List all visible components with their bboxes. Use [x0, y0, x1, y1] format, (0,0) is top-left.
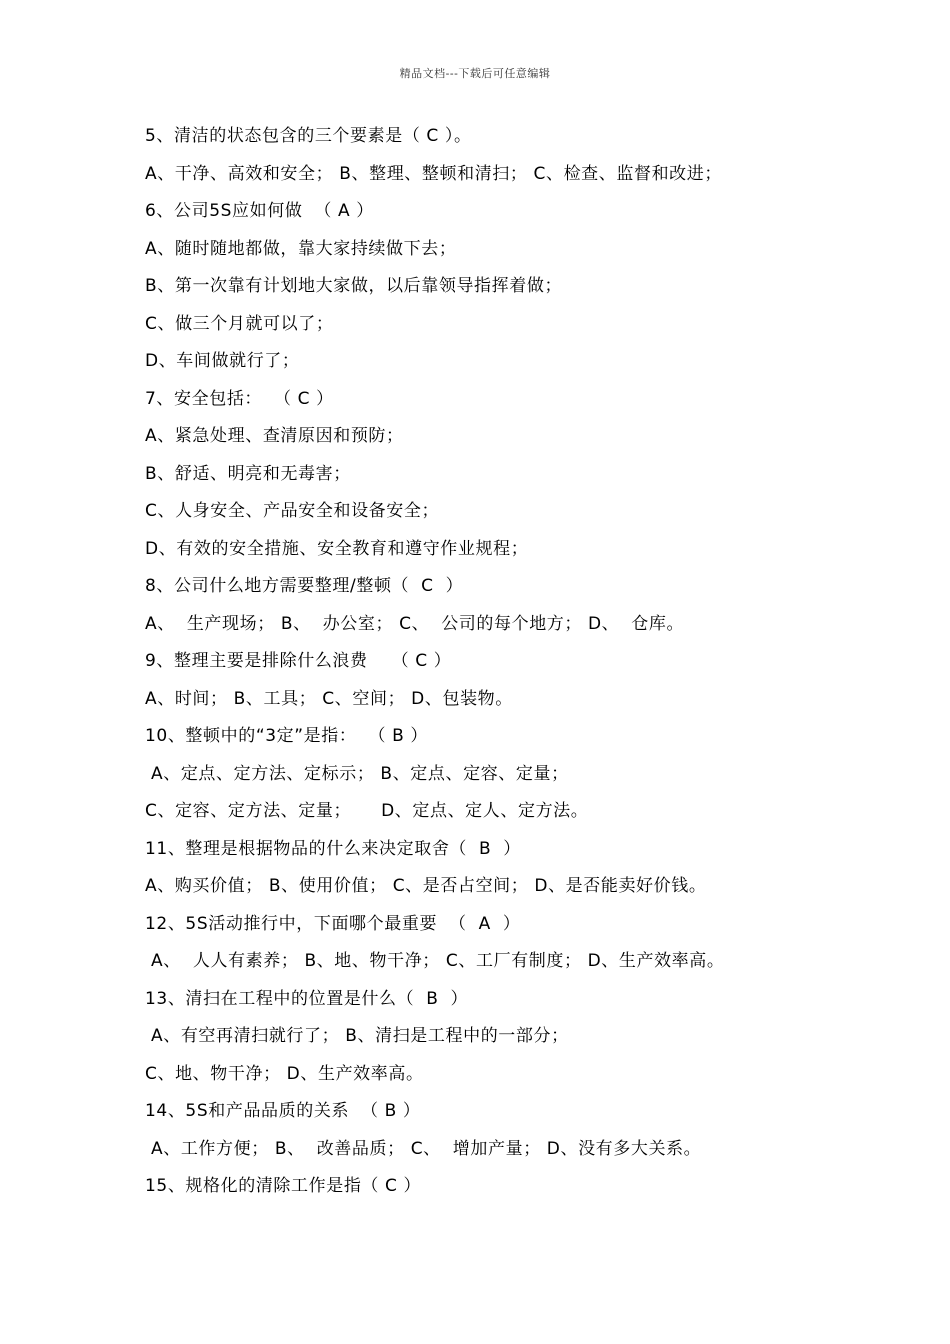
question-9: 9、整理主要是排除什么浪费 （ C ）: [145, 651, 452, 671]
question-11: 11、整理是根据物品的什么来决定取舍（ B ）: [145, 838, 521, 859]
question-6: 6、公司5S应如何做 （ A ）: [145, 201, 374, 221]
question-7: 7、安全包括： （ C ）: [145, 388, 334, 409]
question-12: 12、5S活动推行中，下面哪个最重要 （ A ）: [145, 913, 521, 934]
question-13-options-cd: C、地、物干净； D、生产效率高。: [145, 1063, 424, 1084]
question-7-option-a: A、紧急处理、查清原因和预防；: [145, 426, 404, 446]
question-14-options: A、工作方便； B、 改善品质； C、 增加产量； D、没有多大关系。: [145, 1138, 702, 1159]
question-7-option-c: C、人身安全、产品安全和设备安全；: [145, 501, 440, 521]
question-14: 14、5S和产品品质的关系 （ B ）: [145, 1101, 421, 1121]
question-10-options-cd: C、定容、定方法、定量； D、定点、定人、定方法。: [145, 801, 589, 821]
question-6-option-c: C、做三个月就可以了；: [145, 313, 334, 334]
question-12-options: A、 人人有素养； B、地、物干净； C、工厂有制度； D、生产效率高。: [145, 951, 725, 971]
question-8-options: A、 生产现场； B、 办公室； C、 公司的每个地方； D、 仓库。: [145, 613, 685, 634]
question-9-options: A、时间； B、工具； C、空间； D、包装物。: [145, 688, 513, 709]
question-5: 5、清洁的状态包含的三个要素是（ C ）。: [145, 126, 472, 146]
document-body: [145, 118, 845, 1206]
question-8: 8、公司什么地方需要整理/整顿（ C ）: [145, 576, 464, 596]
page-header: 精品文档---下载后可任意编辑: [399, 67, 551, 80]
question-13-options-ab: A、有空再清扫就行了； B、清扫是工程中的一部分；: [145, 1026, 569, 1046]
question-11-options: A、购买价值； B、使用价值； C、是否占空间； D、是否能卖好价钱。: [145, 876, 707, 896]
question-6-option-b: B、第一次靠有计划地大家做，以后靠领导指挥着做；: [145, 276, 563, 296]
question-7-option-b: B、舒适、明亮和无毒害；: [145, 463, 351, 484]
question-13: 13、清扫在工程中的位置是什么（ B ）: [145, 988, 469, 1009]
question-15: 15、规格化的清除工作是指（ C ）: [145, 1176, 422, 1196]
question-10: 10、整顿中的“3定”是指： （ B ）: [145, 726, 428, 746]
question-5-options: A、干净、高效和安全； B、整理、整顿和清扫； C、检查、监督和改进；: [145, 163, 722, 184]
question-6-option-a: A、随时随地都做，靠大家持续做下去；: [145, 238, 457, 259]
question-10-options-ab: A、定点、定方法、定标示； B、定点、定容、定量；: [145, 763, 569, 784]
question-7-option-d: D、有效的安全措施、安全教育和遵守作业规程；: [145, 538, 529, 559]
question-6-option-d: D、车间做就行了；: [145, 351, 300, 371]
